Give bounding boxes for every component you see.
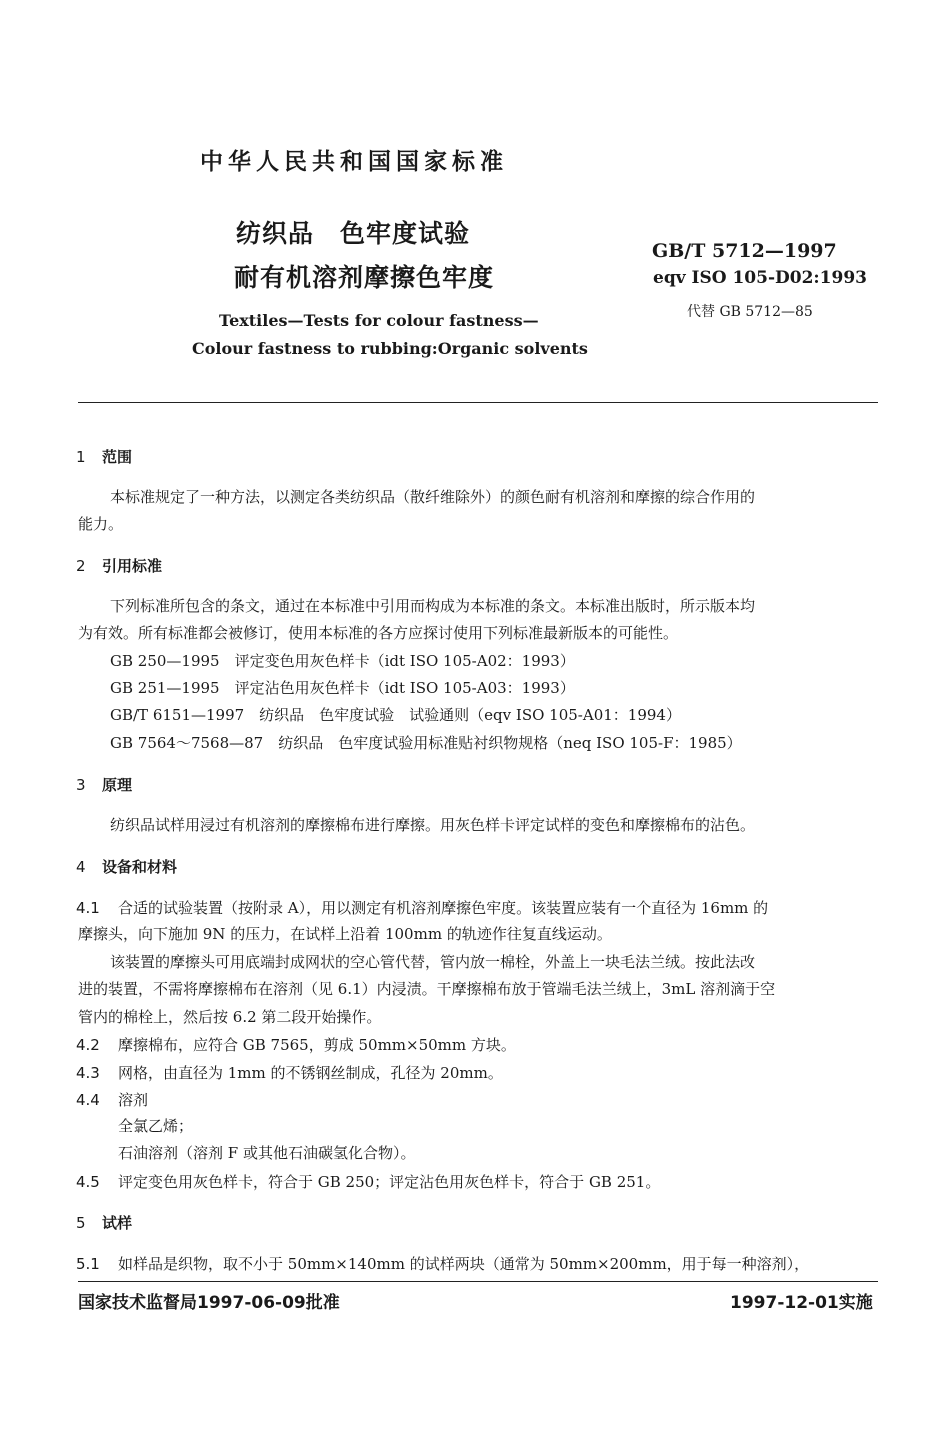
section-title: 原理 bbox=[102, 776, 133, 794]
item-4-5 bbox=[76, 1171, 660, 1192]
implementation-date: 1997-12-01实施 bbox=[730, 1293, 873, 1313]
item-4-1-line4: 进的装置，不需将摩擦棉布在溶剂（见 6.1）内浸渍。干摩擦棉布放于管端毛法兰绒上，3mL 溶剂滴于空 bbox=[78, 980, 776, 998]
title-zh-line1: 纺织品 色牢度试验 bbox=[236, 219, 471, 248]
item-text: 如样品是织物，取不小于 50mm×140mm 的试样两块（通常为 50mm×200mm，用于每一种溶剂）， bbox=[118, 1255, 810, 1273]
item-number: 4.3 bbox=[76, 1064, 100, 1082]
national-standard-title: 中华人民共和国国家标准 bbox=[200, 149, 508, 175]
section-1-heading bbox=[76, 446, 132, 467]
item-text: 合适的试验装置（按附录 A），用以测定有机溶剂摩擦色牢度。该装置应装有一个直径为 16mm 的 bbox=[118, 899, 769, 917]
section-3-heading bbox=[76, 774, 132, 795]
item-4-1-line3: 该装置的摩擦头可用底端封成网状的空心管代替，管内放一棉栓，外盖上一块毛法兰绒。按此法改 bbox=[110, 953, 756, 971]
reference-item: GB/T 6151—1997 纺织品 色牢度试验 试验通则（eqv ISO 105-A01：1994） bbox=[110, 706, 681, 724]
section-2-para-line2: 为有效。所有标准都会被修订，使用本标准的各方应探讨使用下列标准最新版本的可能性。 bbox=[78, 624, 679, 642]
item-text: 网格，由直径为 1mm 的不锈钢丝制成，孔径为 20mm。 bbox=[118, 1064, 503, 1082]
item-4-4 bbox=[76, 1089, 148, 1110]
item-number: 4.2 bbox=[76, 1036, 100, 1054]
section-title: 试样 bbox=[102, 1214, 133, 1232]
section-number: 4 bbox=[76, 858, 86, 876]
title-zh-line2: 耐有机溶剂摩擦色牢度 bbox=[234, 263, 495, 292]
section-title: 范围 bbox=[102, 448, 133, 466]
header-divider bbox=[78, 402, 878, 403]
reference-item: GB 7564～7568—87 纺织品 色牢度试验用标准贴衬织物规格（neq ISO 105-F：1985） bbox=[110, 734, 742, 752]
item-number: 4.4 bbox=[76, 1091, 100, 1109]
section-2-heading bbox=[76, 555, 162, 576]
section-1-para-line1: 本标准规定了一种方法，以测定各类纺织品（散纤维除外）的颜色耐有机溶剂和摩擦的综合作用的 bbox=[110, 488, 756, 506]
item-number: 5.1 bbox=[76, 1255, 100, 1273]
item-text: 溶剂 bbox=[118, 1091, 149, 1109]
item-4-1-line5: 管内的棉栓上，然后按 6.2 第二段开始操作。 bbox=[78, 1008, 382, 1026]
section-number: 3 bbox=[76, 776, 86, 794]
section-number: 5 bbox=[76, 1214, 86, 1232]
item-4-1-line2: 摩擦头，向下施加 9N 的压力，在试样上沿着 100mm 的轨迹作往复直线运动。 bbox=[78, 925, 612, 943]
title-en-line2: Colour fastness to rubbing:Organic solvents bbox=[192, 339, 588, 358]
section-4-heading bbox=[76, 856, 177, 877]
item-4-2 bbox=[76, 1034, 516, 1055]
item-number: 4.1 bbox=[76, 899, 100, 917]
item-text: 摩擦棉布，应符合 GB 7565，剪成 50mm×50mm 方块。 bbox=[118, 1036, 516, 1054]
footer-divider bbox=[78, 1281, 878, 1282]
section-title: 引用标准 bbox=[102, 557, 163, 575]
approval-date: 国家技术监督局1997-06-09批准 bbox=[78, 1293, 340, 1313]
reference-item: GB 250—1995 评定变色用灰色样卡（idt ISO 105-A02：1993） bbox=[110, 652, 575, 670]
standard-equivalent: eqv ISO 105-D02:1993 bbox=[653, 268, 867, 288]
item-4-3 bbox=[76, 1062, 503, 1083]
item-number: 4.5 bbox=[76, 1173, 100, 1191]
section-2-para-line1: 下列标准所包含的条文，通过在本标准中引用而构成为本标准的条文。本标准出版时，所示版本均 bbox=[110, 597, 756, 615]
reference-item: GB 251—1995 评定沾色用灰色样卡（idt ISO 105-A03：1993） bbox=[110, 679, 575, 697]
section-3-para: 纺织品试样用浸过有机溶剂的摩擦棉布进行摩擦。用灰色样卡评定试样的变色和摩擦棉布的沾色。 bbox=[110, 816, 756, 834]
section-number: 1 bbox=[76, 448, 86, 466]
section-title: 设备和材料 bbox=[102, 858, 178, 876]
solvent-item: 全氯乙烯； bbox=[118, 1117, 194, 1135]
item-4-1-line1 bbox=[76, 897, 768, 918]
section-1-para-line2: 能力。 bbox=[78, 515, 124, 533]
section-5-heading bbox=[76, 1212, 132, 1233]
standard-replaces: 代替 GB 5712—85 bbox=[687, 304, 813, 320]
item-text: 评定变色用灰色样卡，符合于 GB 250；评定沾色用灰色样卡，符合于 GB 251。 bbox=[118, 1173, 661, 1191]
solvent-item: 石油溶剂（溶剂 F 或其他石油碳氢化合物）。 bbox=[118, 1144, 416, 1162]
title-en-line1: Textiles—Tests for colour fastness— bbox=[219, 311, 539, 330]
section-number: 2 bbox=[76, 557, 86, 575]
item-5-1 bbox=[76, 1253, 809, 1274]
standard-number: GB/T 5712—1997 bbox=[652, 240, 837, 262]
